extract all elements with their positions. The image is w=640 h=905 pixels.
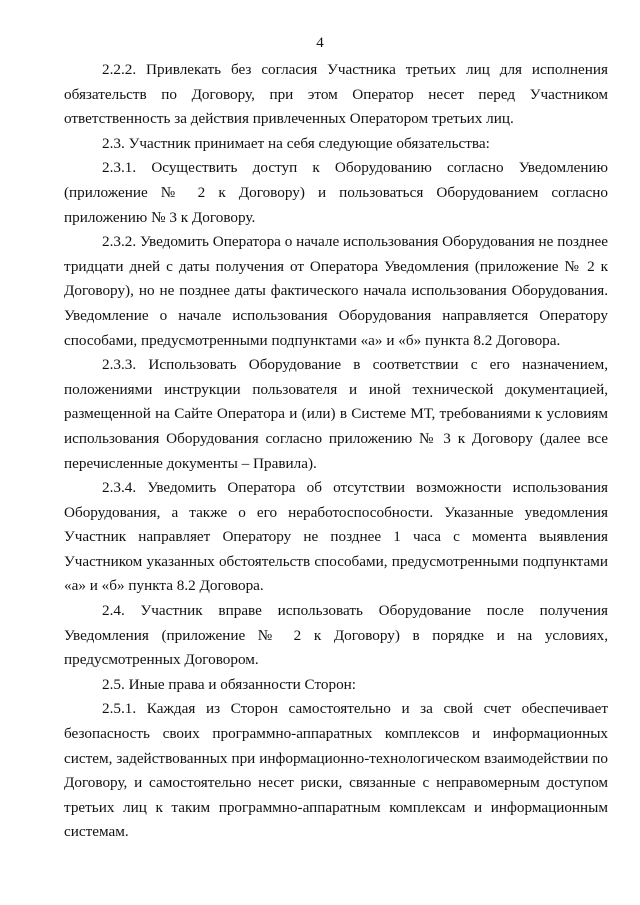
- page-number: 4: [316, 35, 324, 51]
- paragraph-2-3-2: 2.3.2. Уведомить Оператора о начале использования Оборудования не позднее тридцати дней с даты получения от Оператора Уведомления (приложение № 2 к Договору), но не позднее даты фактического начала использования Оборудования. Уведомление о начале использования Оборудования направляется Оператору способами, предусмотренными подпунктами «а» и «б» пункта 8.2 Договора.: [64, 233, 608, 349]
- paragraph-2-4: 2.4. Участник вправе использовать Оборудование после получения Уведомления (приложение № 2 к Договору) в порядке и на условиях, предусмотренных Договором.: [64, 602, 608, 669]
- paragraph-2-5: 2.5. Иные права и обязанности Сторон:: [102, 675, 357, 693]
- paragraph-2-3: 2.3. Участник принимает на себя следующие обязательства:: [102, 134, 490, 152]
- paragraph-2-3-1: 2.3.1. Осуществить доступ к Оборудованию согласно Уведомлению (приложение № 2 к Договору) и пользоваться Оборудованием согласно приложению № 3 к Договору.: [64, 159, 608, 226]
- document-body: [64, 58, 608, 845]
- paragraph-2-3-3: 2.3.3. Использовать Оборудование в соответствии с его назначением, положениями инструкции пользователя и иной технической документацией, размещенной на Сайте Оператора и (или) в Системе МТ, требованиями к условиям использования Оборудования согласно приложению № 3 к Договору (далее все перечисленные документы – Правила).: [64, 356, 608, 472]
- paragraph-2-2-2: 2.2.2. Привлекать без согласия Участника третьих лиц для исполнения обязательств по Договору, при этом Оператор несет перед Участником ответственность за действия привлеченных Оператором третьих лиц.: [64, 61, 608, 128]
- paragraph-2-3-4: 2.3.4. Уведомить Оператора об отсутствии возможности использования Оборудования, а также о его неработоспособности. Указанные уведомления Участник направляет Оператору не позднее 1 часа с момента выявления Участником указанных обстоятельств способами, предусмотренными подпунктами «а» и «б» пункта 8.2 Договора.: [64, 479, 608, 595]
- paragraph-2-5-1: 2.5.1. Каждая из Сторон самостоятельно и за свой счет обеспечивает безопасность своих программно-аппаратных комплексов и информационных систем, задействованных при информационно-технологическом взаимодействии по Договору, и самостоятельно несет риски, связанные с неправомерным доступом третьих лиц к таким программно-аппаратным комплексам и информационным системам.: [64, 700, 608, 841]
